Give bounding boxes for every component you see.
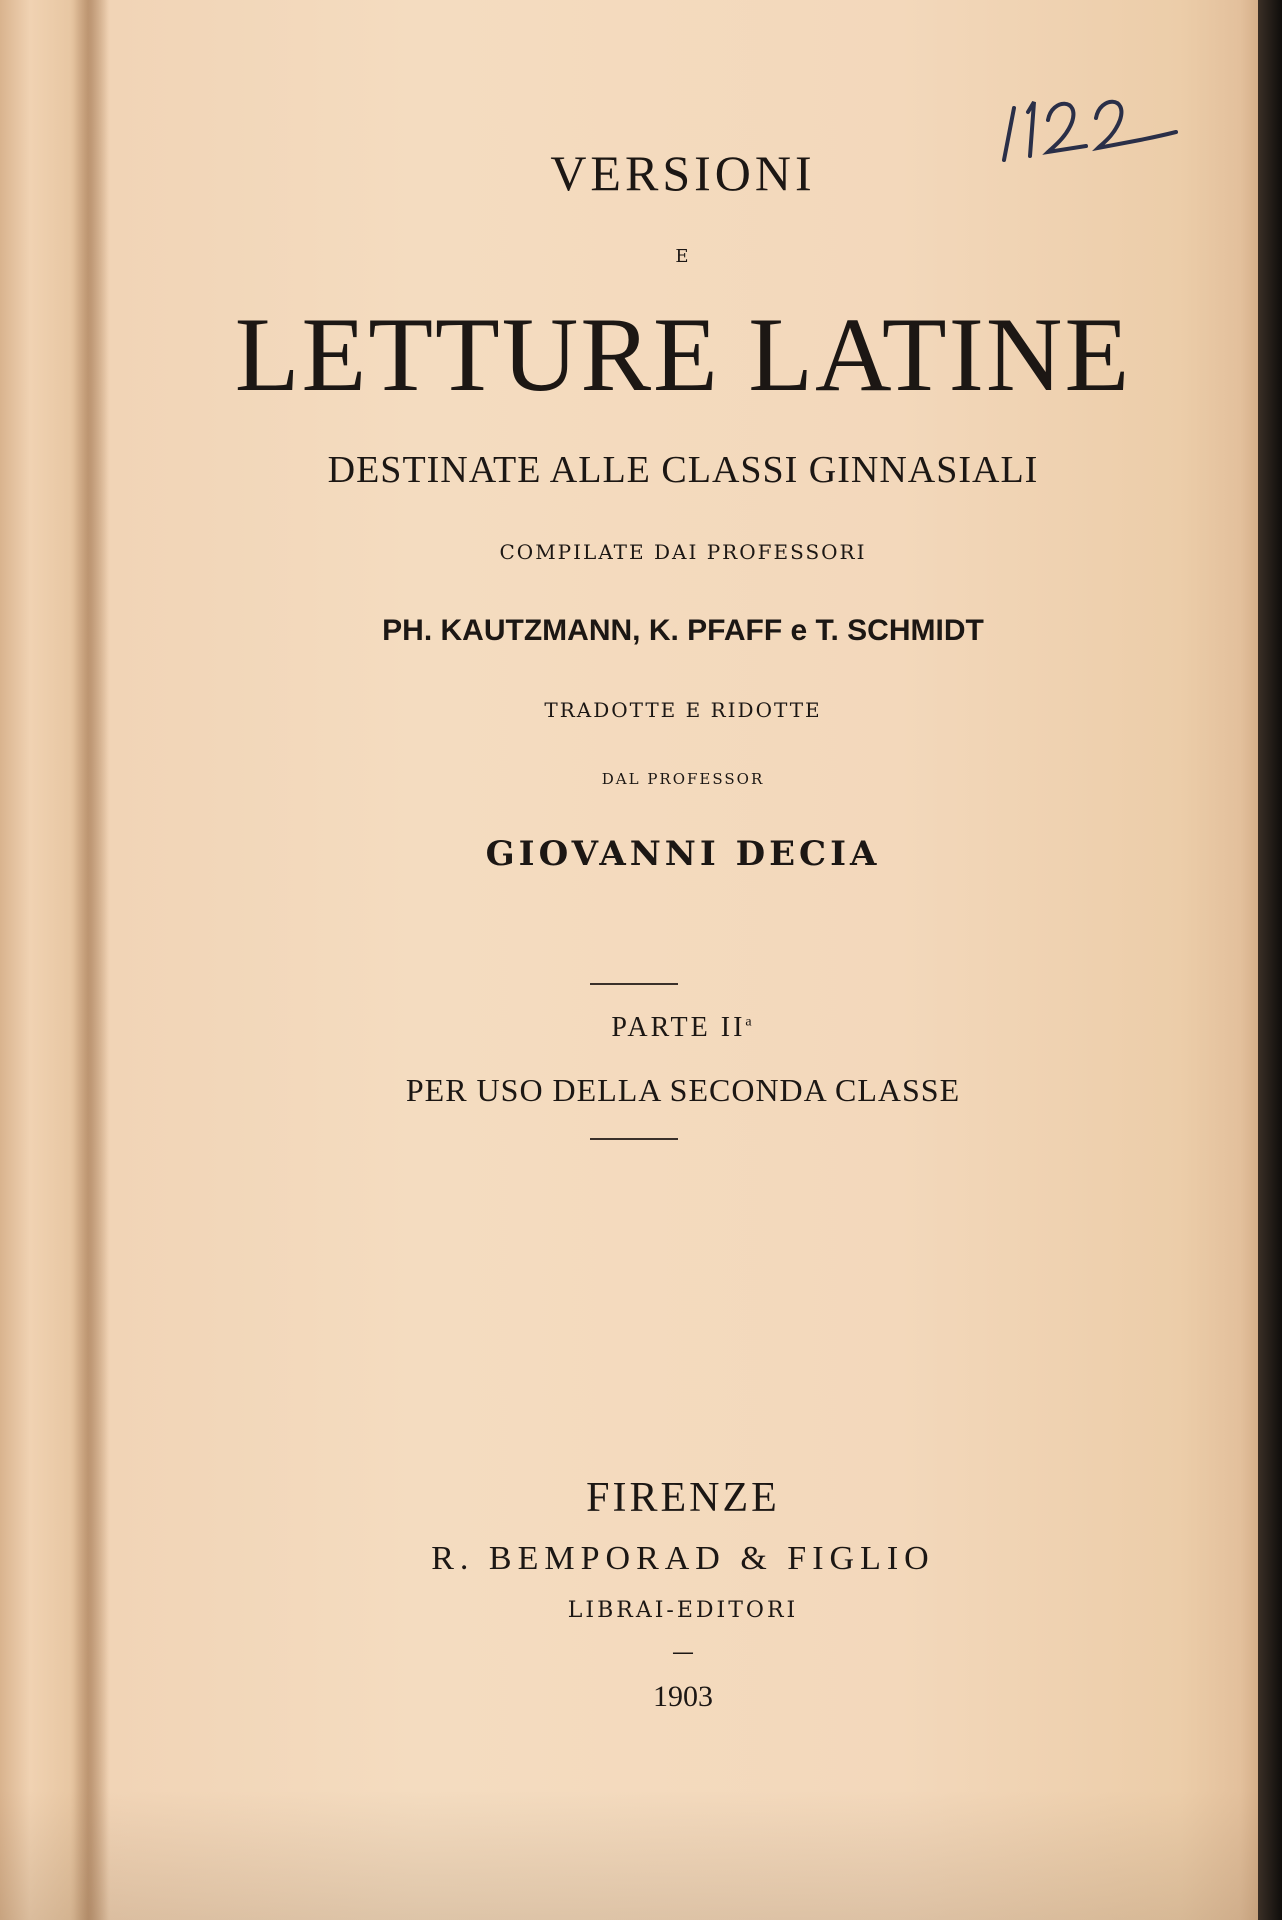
title-conjunction: E	[675, 246, 691, 267]
divider-bottom	[590, 1138, 678, 1140]
part-label	[108, 1012, 1258, 1044]
page-edge	[1258, 0, 1282, 1920]
publisher: R. BEMPORAD & FIGLIO	[431, 1540, 935, 1577]
book-gutter	[74, 0, 108, 1920]
publication-city: FIRENZE	[586, 1475, 780, 1521]
publication-year: 1903	[653, 1680, 713, 1713]
divider-top	[590, 983, 678, 985]
authors: PH. KAUTZMANN, K. PFAFF e T. SCHMIDT	[382, 614, 984, 647]
subtitle: DESTINATE ALLE CLASSI GINNASIALI	[327, 449, 1039, 491]
main-title: LETTURE LATINE	[234, 296, 1132, 413]
part-superscript: a	[745, 1014, 755, 1030]
compiled-by: COMPILATE DAI PROFESSORI	[499, 540, 867, 564]
part-label-text: PARTE II	[611, 1012, 746, 1043]
separator-dash: —	[672, 1640, 694, 1665]
publisher-role: LIBRAI-EDITORI	[567, 1598, 799, 1623]
part-description: PER USO DELLA SECONDA CLASSE	[405, 1072, 961, 1108]
editor-name: GIOVANNI DECIA	[485, 834, 881, 874]
translation-note: TRADOTTE E RIDOTTE	[544, 698, 822, 722]
by-professor: DAL PROFESSOR	[601, 770, 765, 788]
title-line-1: VERSIONI	[550, 145, 816, 201]
